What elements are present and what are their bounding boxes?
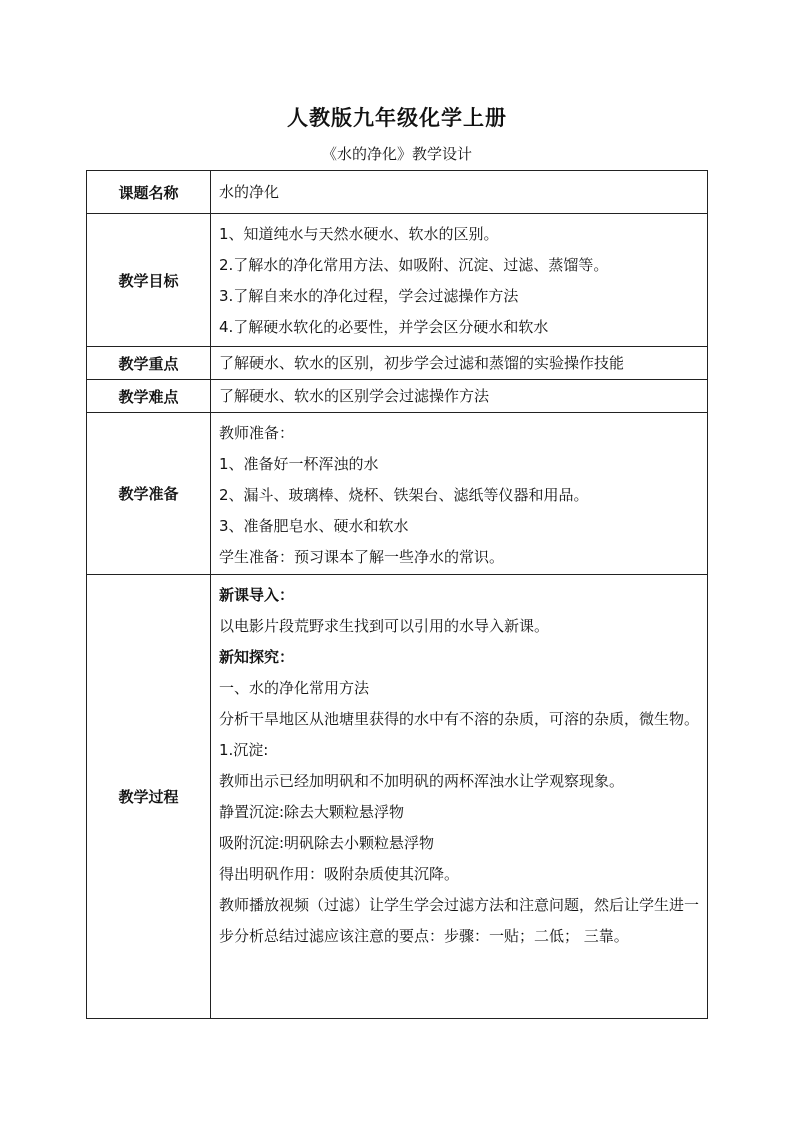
- table-row-course-name: [87, 171, 708, 214]
- objectives-content: [211, 214, 708, 347]
- explore-heading: 新知探究：: [219, 648, 295, 666]
- section-heading: 一、水的净化常用方法: [219, 679, 370, 697]
- difficulties-value: [211, 380, 708, 413]
- preparation-item: 学生准备：预习课本了解一些净水的常识。: [219, 548, 505, 566]
- process-label: 教学过程: [87, 575, 211, 1019]
- key-points-text: 了解硬水、软水的区别，初步学会过滤和蒸馏的实验操作技能: [219, 354, 625, 372]
- key-points-label: 教学重点: [87, 347, 211, 380]
- course-name-label: 课题名称: [87, 171, 211, 214]
- table-row-objectives: [87, 214, 708, 347]
- table-row-difficulties: [87, 380, 708, 413]
- course-name-text: 水的净化: [219, 182, 280, 201]
- adsorb-settle-text: 吸附沉淀:明矾除去小颗粒悬浮物: [219, 834, 435, 852]
- alum-effect-text: 得出明矾作用：吸附杂质使其沉降。: [219, 865, 460, 883]
- table-row-process: [87, 575, 708, 1019]
- key-points-value: [211, 347, 708, 380]
- preparation-item: 2、漏斗、玻璃棒、烧杯、铁架台、滤纸等仪器和用品。: [219, 486, 589, 504]
- static-settle-text: 静置沉淀:除去大颗粒悬浮物: [219, 803, 405, 821]
- objectives-label: 教学目标: [87, 214, 211, 347]
- course-name-value: [211, 171, 708, 214]
- table-row-preparation: [87, 413, 708, 575]
- step-heading: 1.沉淀:: [219, 741, 269, 759]
- process-content: [211, 575, 708, 1019]
- preparation-item: 1、准备好一杯浑浊的水: [219, 455, 379, 473]
- table-row-key-points: [87, 347, 708, 380]
- objective-item: 2.了解水的净化常用方法、如吸附、沉淀、过滤、蒸馏等。: [219, 256, 609, 274]
- intro-text: 以电影片段荒野求生找到可以引用的水导入新课。: [219, 617, 550, 635]
- lesson-plan-table: [86, 170, 708, 1019]
- objective-item: 1、知道纯水与天然水硬水、软水的区别。: [219, 225, 499, 243]
- preparation-label: 教学准备: [87, 413, 211, 575]
- objective-item: 3.了解自来水的净化过程，学会过滤操作方法: [219, 287, 519, 305]
- preparation-content: [211, 413, 708, 575]
- page-subtitle: 《水的净化》教学设计: [321, 145, 472, 163]
- difficulties-label: 教学难点: [87, 380, 211, 413]
- preparation-item: 3、准备肥皂水、硬水和软水: [219, 517, 409, 535]
- intro-heading: 新课导入：: [219, 586, 295, 604]
- demo-text: 教师出示已经加明矾和不加明矾的两杯浑浊水让学观察现象。: [219, 772, 625, 790]
- video-text: 教师播放视频（过滤）让学生学会过滤方法和注意问题，然后让学生进一步分析总结过滤应该注意的要点：步骤：一贴；二低； 三靠。: [219, 896, 700, 945]
- preparation-item: 教师准备：: [219, 424, 295, 442]
- difficulties-text: 了解硬水、软水的区别学会过滤操作方法: [219, 387, 490, 405]
- objective-item: 4.了解硬水软化的必要性，并学会区分硬水和软水: [219, 318, 549, 336]
- analysis-text: 分析干旱地区从池塘里获得的水中有不溶的杂质，可溶的杂质，微生物。: [219, 710, 700, 728]
- page-title: 人教版九年级化学上册: [287, 106, 507, 130]
